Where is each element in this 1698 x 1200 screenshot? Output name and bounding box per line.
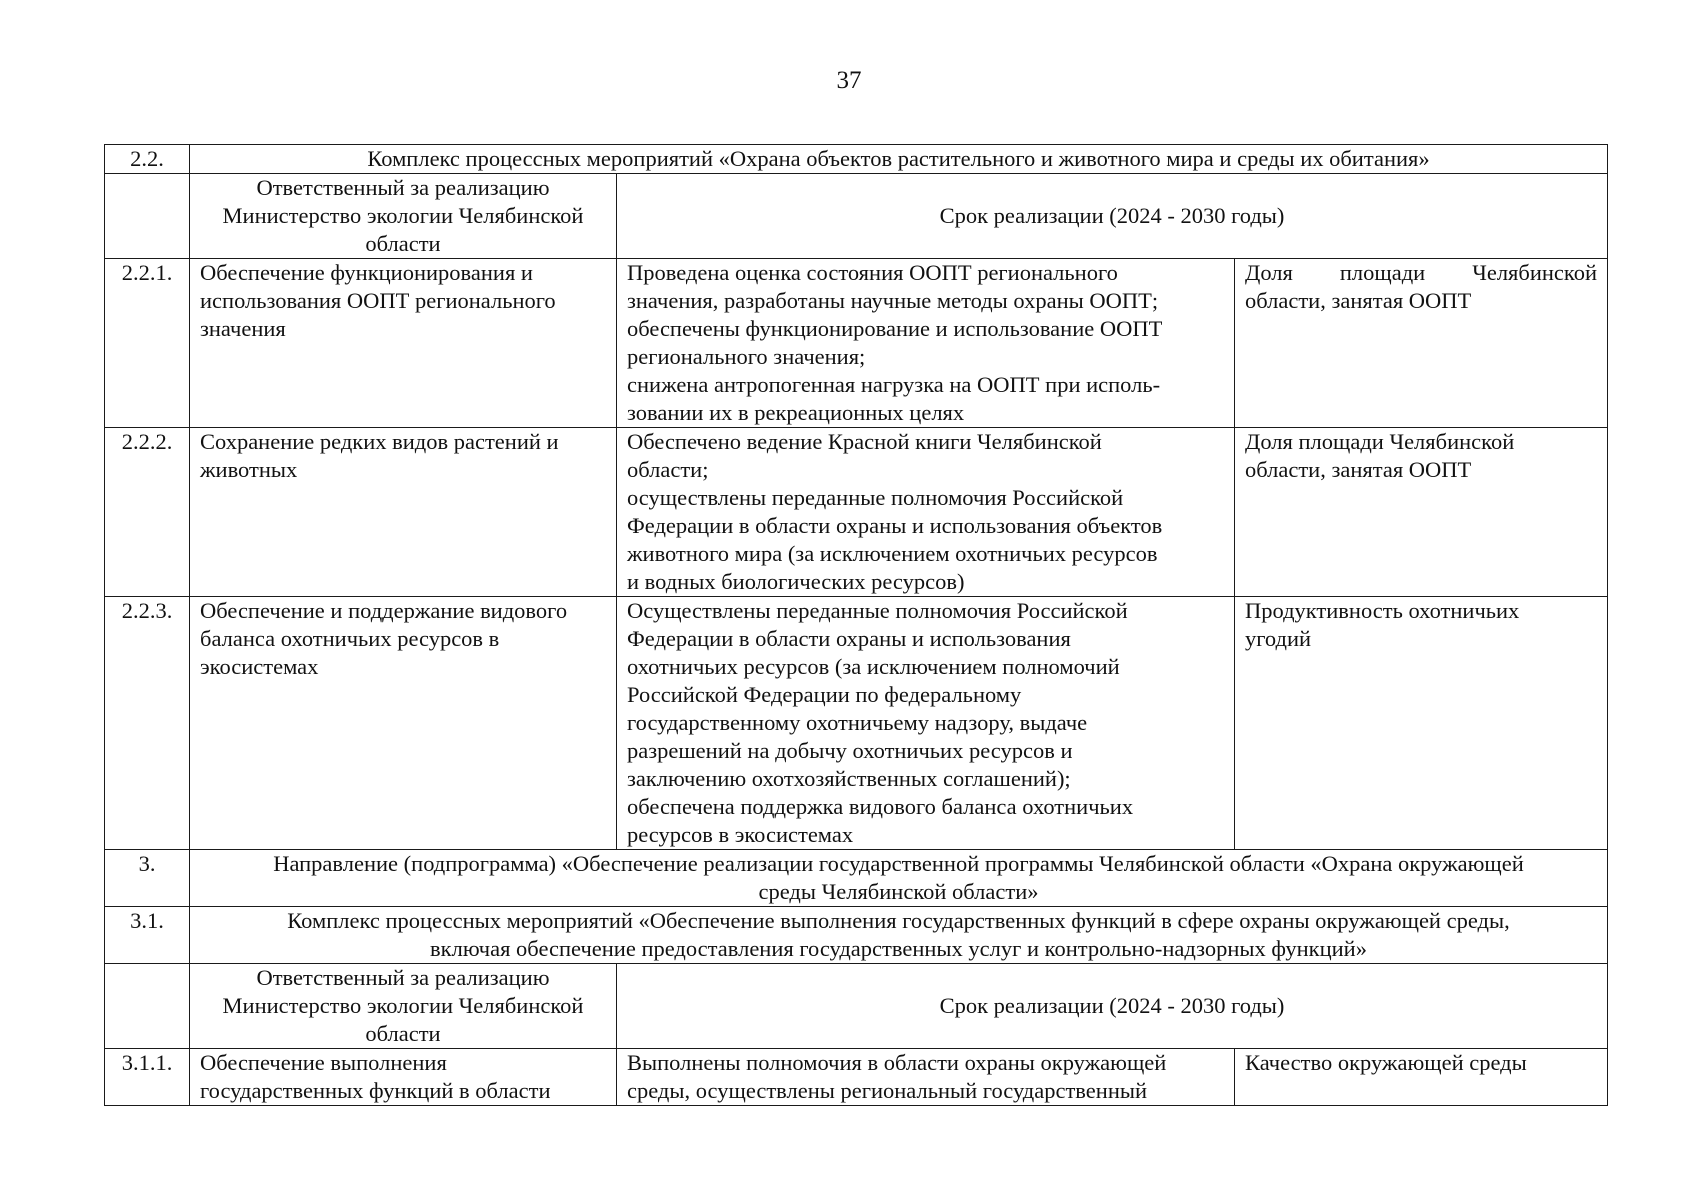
indicator-line: области, занятая ООПТ [1245,457,1472,482]
row-number: 2.2.1. [105,259,190,428]
indicator-line: Доля площади Челябинской [1245,429,1515,454]
section-title-line: включая обеспечение предоставления государственных услуг и контрольно-надзорных функций» [430,936,1367,961]
result-line: среды, осуществлены региональный государственный [627,1078,1148,1103]
task-cell [190,597,617,850]
period-cell: Срок реализации (2024 - 2030 годы) [617,964,1608,1049]
result-line: государственному охотничьему надзору, выдаче [627,710,1088,735]
result-cell [617,597,1235,850]
result-line: Российской Федерации по федеральному [627,682,1022,707]
indicator-line: Качество окружающей среды [1245,1050,1527,1075]
result-line: обеспечены функционирование и использование ООПТ [627,316,1163,341]
task-line: использования ООПТ регионального [200,288,556,313]
task-line: значения [200,316,286,341]
row-number: 2.2. [105,145,190,174]
responsible-line: области [365,1021,441,1046]
table-row-2-2-2 [105,428,1608,597]
row-number: 3.1. [105,907,190,964]
result-line: заключению охотхозяйственных соглашений); [627,766,1071,791]
row-number: 3.1.1. [105,1049,190,1106]
result-cell [617,428,1235,597]
result-line: зовании их в рекреационных целях [627,400,965,425]
result-line: Федерации в области охраны и использования [627,626,1071,651]
indicator-cell [1235,1049,1608,1106]
task-line: Сохранение редких видов растений и [200,429,559,454]
responsible-cell [190,174,617,259]
result-cell [617,259,1235,428]
result-line: Осуществлены переданные полномочия Российской [627,598,1128,623]
result-line: регионального значения; [627,344,866,369]
section-row-3 [105,850,1608,907]
result-cell [617,1049,1235,1106]
result-line: охотничьих ресурсов (за исключением полномочий [627,654,1120,679]
result-line: и водных биологических ресурсов) [627,569,965,594]
indicator-line: угодий [1245,626,1312,651]
responsible-row-2-2 [105,174,1608,259]
result-line: Федерации в области охраны и использования объектов [627,513,1163,538]
responsible-cell [190,964,617,1049]
row-number: 3. [105,850,190,907]
responsible-line: Ответственный за реализацию [256,965,550,990]
section-title [190,907,1608,964]
empty-number-cell [105,174,190,259]
task-cell [190,1049,617,1106]
task-cell [190,428,617,597]
page-number: 37 [836,67,862,94]
result-line: животного мира (за исключением охотничьих ресурсов [627,541,1158,566]
indicator-line: Доля площади Челябинской [1245,260,1597,285]
task-line: экосистемах [200,654,319,679]
task-line: Обеспечение и поддержание видового [200,598,568,623]
task-line: Обеспечение функционирования и [200,260,533,285]
task-cell [190,259,617,428]
result-line: Проведена оценка состояния ООПТ регионального [627,260,1118,285]
responsible-line: Министерство экологии Челябинской [222,203,584,228]
period-cell: Срок реализации (2024 - 2030 годы) [617,174,1608,259]
result-line: ресурсов в экосистемах [627,822,854,847]
indicator-cell [1235,597,1608,850]
section-row-3-1 [105,907,1608,964]
section-row-2-2 [105,145,1608,174]
row-number: 2.2.2. [105,428,190,597]
row-number: 2.2.3. [105,597,190,850]
task-line: государственных функций в области [200,1078,551,1103]
task-line: животных [200,457,298,482]
task-line: баланса охотничьих ресурсов в [200,626,500,651]
result-line: обеспечена поддержка видового баланса охотничьих [627,794,1134,819]
section-title [190,850,1608,907]
section-title-line: среды Челябинской области» [758,879,1039,904]
section-title: Комплекс процессных мероприятий «Охрана объектов растительного и животного мира и среды их обитания» [190,145,1608,174]
result-line: снижена антропогенная нагрузка на ООПТ при исполь- [627,372,1161,397]
responsible-line: Министерство экологии Челябинской [222,993,584,1018]
indicator-line: области, занятая ООПТ [1245,288,1472,313]
result-line: значения, разработаны научные методы охраны ООПТ; [627,288,1159,313]
section-title-line: Комплекс процессных мероприятий «Обеспечение выполнения государственных функций в сфере охраны окружающей среды, [287,908,1510,933]
indicator-cell [1235,428,1608,597]
indicator-line: Продуктивность охотничьих [1245,598,1520,623]
result-line: разрешений на добычу охотничьих ресурсов и [627,738,1073,763]
result-line: Обеспечено ведение Красной книги Челябинской [627,429,1102,454]
table-row-2-2-3 [105,597,1608,850]
responsible-row-3-1 [105,964,1608,1049]
empty-number-cell [105,964,190,1049]
indicator-cell [1235,259,1608,428]
table-row-2-2-1 [105,259,1608,428]
result-line: осуществлены переданные полномочия Российской [627,485,1124,510]
result-line: Выполнены полномочия в области охраны окружающей [627,1050,1167,1075]
measures-table [104,144,1608,1106]
task-line: Обеспечение выполнения [200,1050,447,1075]
result-line: области; [627,457,709,482]
responsible-line: области [365,231,441,256]
section-title-line: Направление (подпрограмма) «Обеспечение реализации государственной программы Челябинской области «Охрана окружающей [273,851,1524,876]
table-row-3-1-1 [105,1049,1608,1106]
responsible-line: Ответственный за реализацию [256,175,550,200]
